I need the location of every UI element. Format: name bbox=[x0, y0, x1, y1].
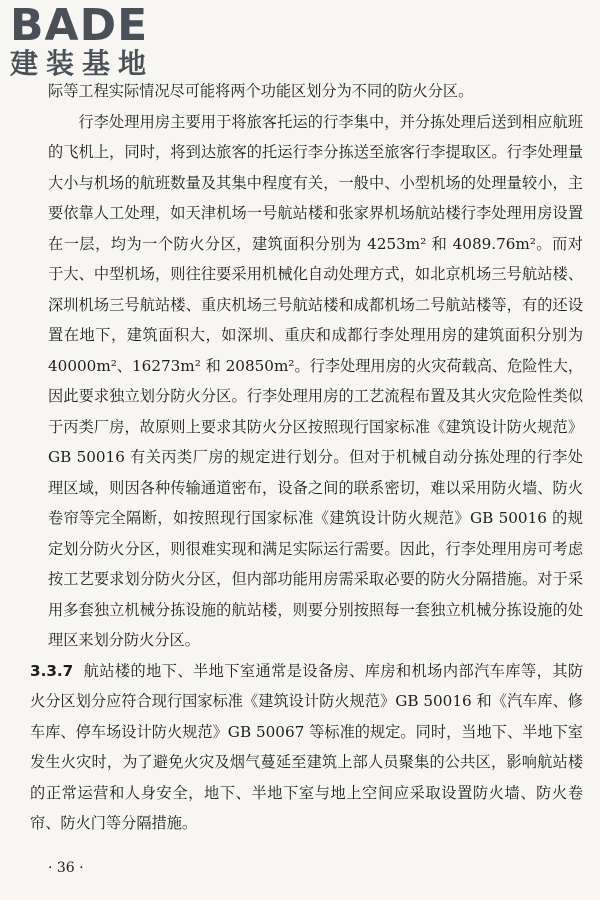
document-page bbox=[30, 76, 584, 839]
watermark-logo bbox=[10, 0, 190, 86]
section-3-3-7 bbox=[30, 656, 583, 839]
section-number: 3.3.7 bbox=[30, 661, 74, 680]
logo-wordmark: BADE bbox=[10, 0, 149, 51]
page-number: · 36 · bbox=[48, 860, 84, 876]
paragraph-continued: 际等工程实际情况尽可能将两个功能区划分为不同的防火分区。 bbox=[48, 82, 474, 100]
paragraph-baggage-handling: 行李处理用房主要用于将旅客托运的行李集中，并分拣处理后送到相应航班的飞机上，同时，将到达旅客的托运行李分拣送至旅客行李提取区。行李处理量大小与机场的航班数量及其集中程度有关，一般中、小型机场的处理量较小，主要依靠人工处理，如天津机场一号航站楼和张家界机场航站楼行李处理用房设置在一层，均为一个防火分区，建筑面积分别为 4253m² 和 4089.76m²。而对于大、中型机场，则往往要采用机械化自动处理方式，如北京机场三号航站楼、深圳机场三号航站楼、重庆机场三号航站楼和成都机场二号航站楼等，有的还设置在地下，建筑面积大，如深圳、重庆和成都行李处理用房的建筑面积分别为 40000m²、16273m² 和 20850m²。行李处理用房的火灾荷载高、危险性大，因此要求独立划分防火分区。行李处理用房的工艺流程布置及其火灾危险性类似于丙类厂房，故原则上要求其防火分区按照现行国家标准《建筑设计防火规范》GB 50016 有关丙类厂房的规定进行划分。但对于机械自动分拣处理的行李处理区域，则因各种传输通道密布，设备之间的联系密切，难以采用防火墙、防火卷帘等完全隔断，如按照现行国家标准《建筑设计防火规范》GB 50016 的规定划分防火分区，则很难实现和满足实际运行需要。因此，行李处理用房可考虑按工艺要求划分防火分区，但内部功能用房需采取必要的防火分隔措施。对于采用多套独立机械分拣设施的航站楼，则要分别按照每一套独立机械分拣设施的处理区来划分防火分区。 bbox=[48, 112, 584, 649]
logo-subtitle: 建装基地 bbox=[10, 47, 155, 80]
section-text: 航站楼的地下、半地下室通常是设备房、库房和机场内部汽车库等，其防火分区划分应符合现行国家标准《建筑设计防火规范》GB 50016 和《汽车库、修车库、停车场设计防火规范》GB 50067 等标准的规定。同时，当地下、半地下室发生火灾时，为了避免火灾及烟气蔓延至建筑上部人员聚集的公共区，影响航站楼的正常运营和人身安全，地下、半地下室与地上空间应采取设置防火墙、防火卷帘、防火门等分隔措施。 bbox=[30, 661, 583, 832]
